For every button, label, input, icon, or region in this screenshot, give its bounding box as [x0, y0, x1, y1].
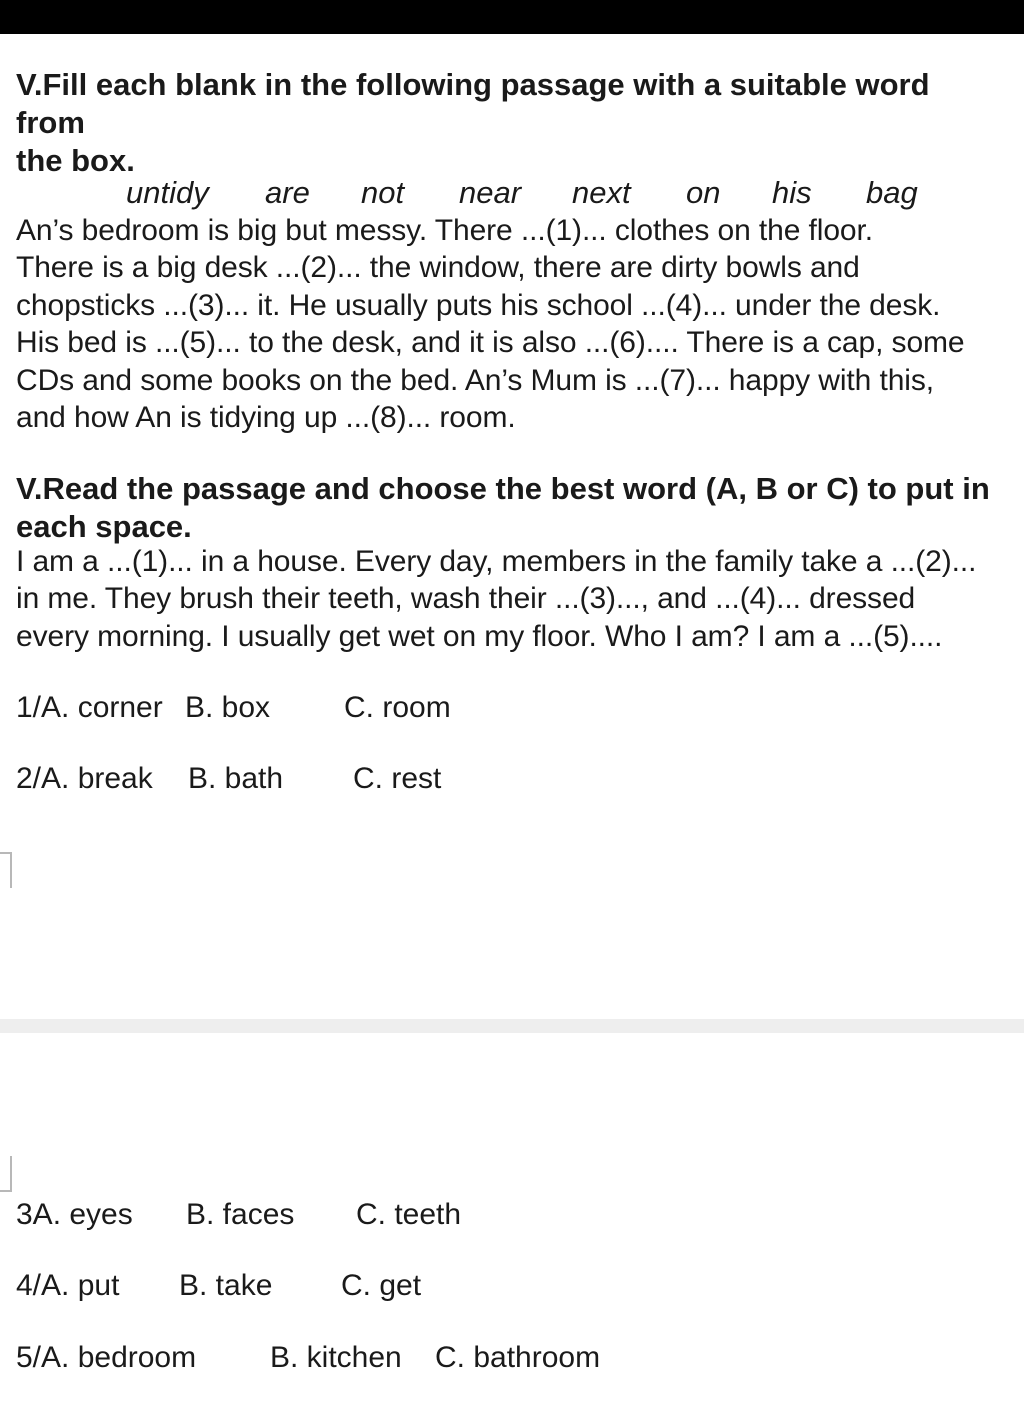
passage-line: in me. They brush their teeth, wash their ...(3)..., and ...(4)... dressed — [16, 582, 916, 616]
passage-line: every morning. I usually get wet on my floor. Who I am? I am a ...(5).... — [16, 619, 943, 653]
exercise-1-heading — [16, 66, 1006, 180]
word-box-word: near — [459, 175, 522, 210]
exercise-1-passage — [16, 212, 1021, 436]
exercise-1-heading-line-2: the box. — [16, 143, 135, 178]
exercise-2-heading-line-2: each space. — [16, 509, 192, 544]
option-a: 1/A. corner — [16, 691, 163, 724]
word-box-word: on — [686, 175, 721, 210]
top-black-bar — [0, 0, 1024, 34]
exercise-2-heading — [16, 470, 1006, 546]
word-box-word: are — [265, 175, 310, 210]
page-separator — [0, 1019, 1024, 1033]
option-b: B. take — [179, 1269, 273, 1302]
page-margin-mark — [0, 852, 12, 888]
passage-line: CDs and some books on the bed. An’s Mum is ...(7)... happy with this, — [16, 363, 934, 397]
passage-line: and how An is tidying up ...(8)... room. — [16, 401, 516, 435]
word-box-word: his — [772, 175, 812, 210]
word-box-word: bag — [866, 175, 918, 210]
word-box-word: untidy — [126, 175, 209, 210]
option-b: B. box — [185, 691, 271, 724]
page-margin-mark — [0, 1156, 12, 1192]
passage-line: chopsticks ...(3)... it. He usually puts his school ...(4)... under the desk. — [16, 288, 941, 322]
passage-line: His bed is ...(5)... to the desk, and it is also ...(6).... There is a cap, some — [16, 326, 965, 360]
passage-line: An’s bedroom is big but messy. There ...(1)... clothes on the floor. — [16, 214, 873, 247]
word-box-word: next — [572, 175, 631, 210]
option-a: 2/A. break — [16, 762, 153, 795]
passage-line: I am a ...(1)... in a house. Every day, members in the family take a ...(2)... — [16, 545, 977, 578]
option-a: 3A. eyes — [16, 1198, 133, 1231]
exercise-2-passage — [16, 543, 1021, 655]
document-page-2 — [0, 1033, 1024, 1412]
passage-line: There is a big desk ...(2)... the window, there are dirty bowls and — [16, 251, 860, 285]
option-b: B. faces — [186, 1198, 295, 1231]
exercise-2-heading-line-1: V.Read the passage and choose the best word (A, B or C) to put in — [16, 471, 990, 506]
option-b: B. bath — [188, 762, 284, 795]
option-c: C. room — [344, 691, 451, 724]
option-a: 4/A. put — [16, 1269, 120, 1302]
option-c: C. teeth — [356, 1198, 462, 1231]
word-box-word: not — [361, 175, 405, 210]
exercise-1-heading-line-1: V.Fill each blank in the following passage with a suitable word from — [16, 67, 930, 140]
option-c: C. get — [341, 1269, 422, 1302]
option-c: C. bathroom — [435, 1341, 601, 1374]
option-a: 5/A. bedroom — [16, 1341, 197, 1374]
option-b: B. kitchen — [270, 1341, 402, 1374]
document-page-1 — [0, 34, 1024, 1019]
option-c: C. rest — [353, 762, 442, 795]
